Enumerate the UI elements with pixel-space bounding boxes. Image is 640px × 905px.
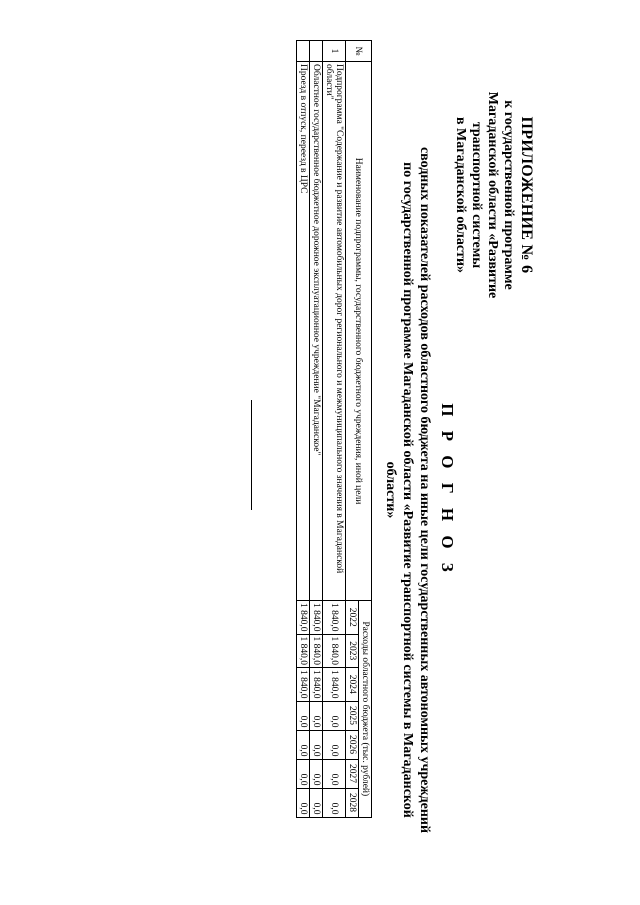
row-value: 1 840,0: [323, 601, 346, 635]
appendix-line: к государственной программе: [501, 100, 517, 290]
header-year: 2027: [346, 759, 359, 788]
header-year: 2026: [346, 730, 359, 759]
forecast-subtitle-line: по государственной программе Магаданской области «Развитие транспортной системы в Магаданской: [399, 162, 415, 818]
row-value: 0,0: [310, 788, 323, 817]
appendix-line: Магаданской области «Развитие: [485, 91, 501, 299]
row-num: [297, 41, 310, 62]
header-year: 2024: [346, 668, 359, 702]
table-row: [310, 41, 323, 818]
row-value: 0,0: [310, 759, 323, 788]
row-value: 0,0: [323, 788, 346, 817]
forecast-title: П Р О Г Н О З: [438, 403, 457, 577]
row-value: 1 840,0: [323, 634, 346, 668]
signature-line: [251, 400, 252, 510]
row-value: 1 840,0: [323, 668, 346, 702]
header-year: 2022: [346, 601, 359, 635]
expenses-table: [296, 40, 372, 818]
table-row: [323, 41, 346, 818]
row-num: [310, 41, 323, 62]
row-value: 0,0: [310, 730, 323, 759]
table-row: [297, 41, 310, 818]
row-name: Проезд в отпуск, переезд в ЦРС: [297, 62, 310, 601]
header-year: 2028: [346, 788, 359, 817]
row-value: 0,0: [297, 730, 310, 759]
header-num: №: [346, 41, 372, 62]
row-value: 0,0: [310, 701, 323, 730]
header-year: 2023: [346, 634, 359, 668]
forecast-subtitle-line: области»: [382, 461, 398, 519]
appendix-block: [452, 30, 535, 360]
row-value: 0,0: [323, 730, 346, 759]
row-name: Областное государственное бюджетное дорожное эксплуатационное учреждение "Магаданское": [310, 62, 323, 601]
row-value: 1 840,0: [310, 634, 323, 668]
appendix-title: ПРИЛОЖЕНИЕ № 6: [518, 116, 535, 274]
row-value: 1 840,0: [297, 668, 310, 702]
row-value: 0,0: [297, 759, 310, 788]
forecast-subtitle-line: сводных показателей расходов областного бюджета на иные цели государственных автономных учреждений: [417, 146, 432, 834]
forecast-heading: [382, 140, 457, 840]
row-value: 1 840,0: [297, 601, 310, 635]
table-header-row: [359, 41, 372, 818]
header-budget-group: Расходы областного бюджета (тыс. рублей): [359, 601, 372, 818]
row-value: 0,0: [297, 788, 310, 817]
header-year: 2025: [346, 701, 359, 730]
row-value: 0,0: [297, 701, 310, 730]
row-value: 1 840,0: [297, 634, 310, 668]
header-name: Наименование подпрограммы, государственного бюджетного учреждения, иной цели: [346, 62, 372, 601]
row-num: 1: [323, 41, 346, 62]
row-value: 1 840,0: [310, 601, 323, 635]
row-value: 0,0: [323, 701, 346, 730]
appendix-line: транспортной системы: [468, 121, 484, 269]
appendix-line: в Магаданской области»: [452, 116, 468, 274]
row-value: 1 840,0: [310, 668, 323, 702]
row-value: 0,0: [323, 759, 346, 788]
row-name: Подпрограмма "Содержание и развитие автомобильных дорог регионального и межмуниципального значения в Магаданской области": [323, 62, 346, 601]
